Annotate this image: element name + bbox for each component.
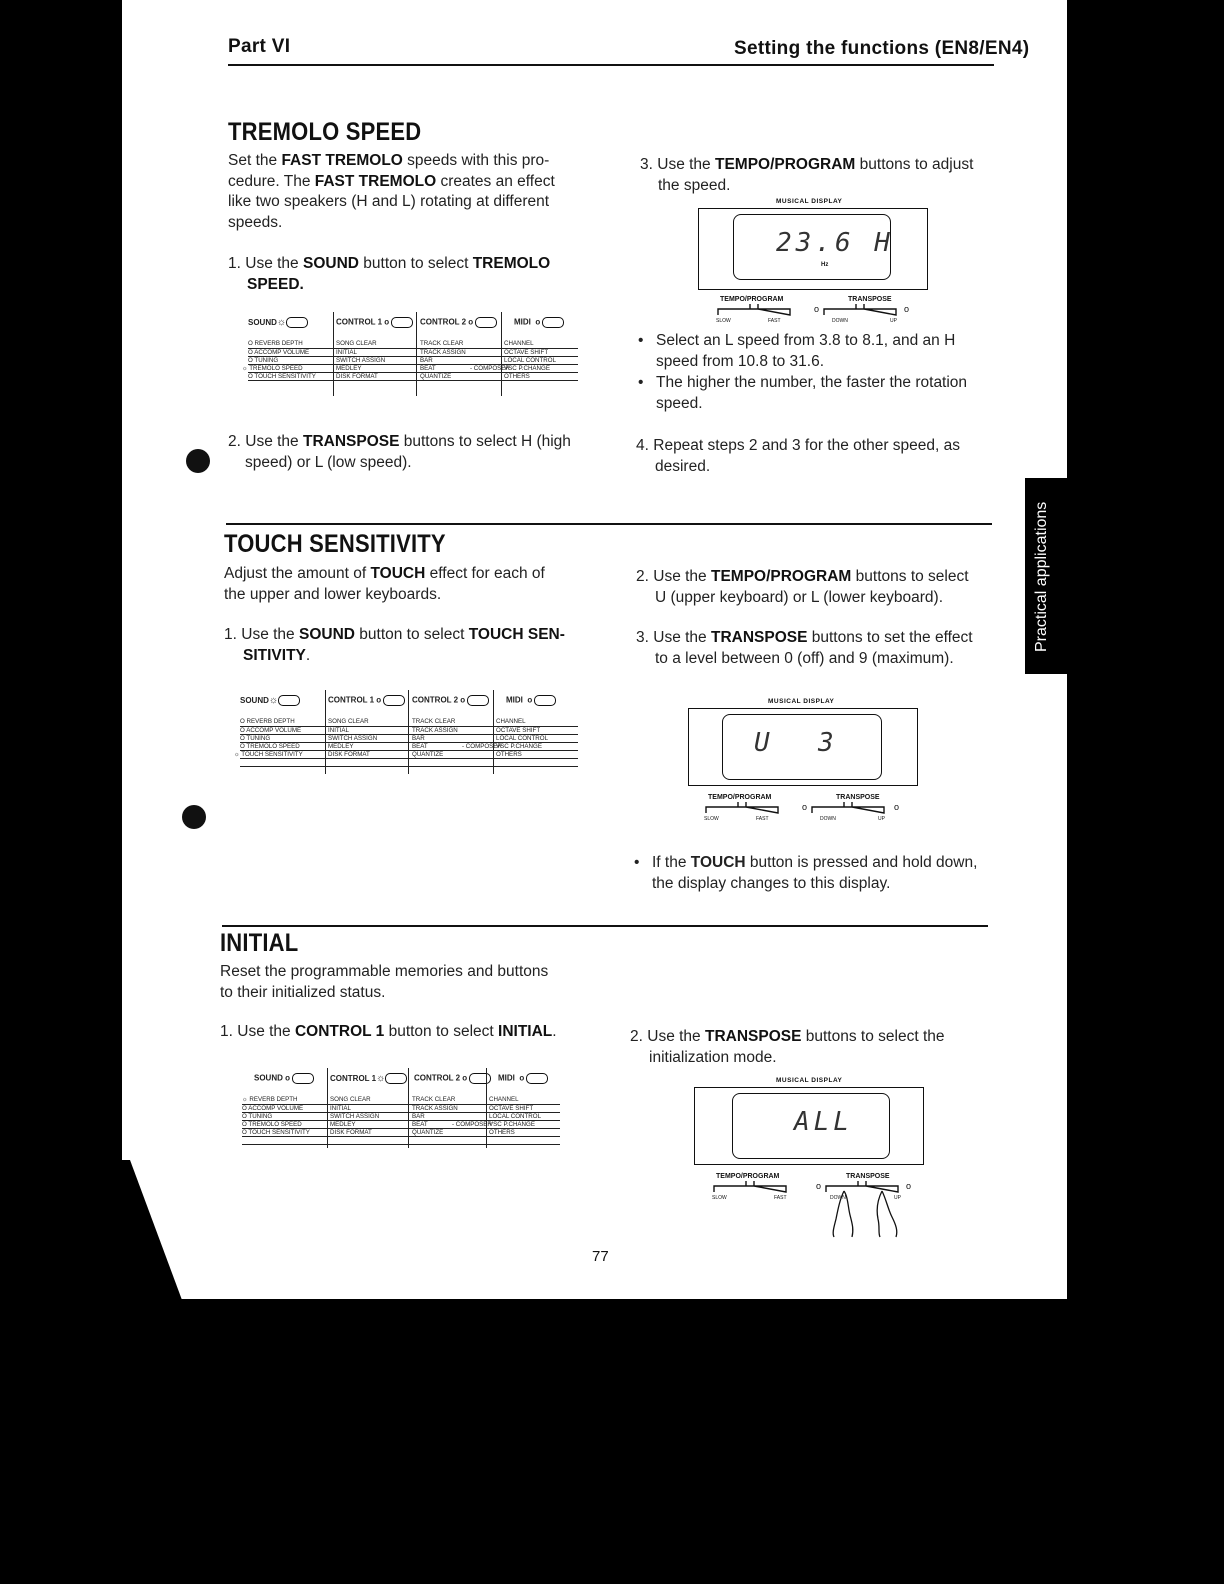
initial-step-1: 1. Use the CONTROL 1 button to select INITIAL.: [220, 1023, 557, 1040]
transpose-buttons-icon: [822, 303, 902, 317]
musical-display-initial: MUSICAL DISPLAY ALL TEMPO/PROGRAM TRANSPOSE o o SLOW FAST DOWN UP: [694, 1077, 924, 1237]
touch-step-1: 1. Use the SOUND button to select TOUCH SEN- SITIVITY.: [224, 626, 565, 664]
control2-button-icon: [475, 317, 497, 328]
panel-diagram-initial: SOUND o CONTROL 1☼ CONTROL 2 o MIDI o ☼ REVERB DEPTH O ACCOMP VOLUME O TUNING O TREMOLO SPEED O TOUCH SENSITIVITY SONG CLEAR INITIAL SWITCH ASSIGN MEDLEY DISK FORMAT TRACK CLEAR TRACK ASSIGN BAR BEAT QUANTIZE - COMPOSER CHANNEL OCTAVE SHIFT LOCAL CONTROL VSC P.CHANGE OTHERS: [242, 1068, 582, 1152]
musical-display-tremolo: MUSICAL DISPLAY 23.6 H Hz TEMPO/PROGRAM TRANSPOSE o o SLOW FAST DOWN UP: [698, 198, 928, 328]
tremolo-bullet-2: • The higher the number, the faster the rotation speed.: [656, 373, 1001, 414]
display-readout: 23.6 H: [776, 228, 894, 258]
midi-button-icon: [542, 317, 564, 328]
initial-intro: Reset the programmable memories and buttons to their initialized status.: [220, 963, 549, 1001]
binding-hole-2: [182, 805, 206, 829]
section-rule-2: [222, 925, 988, 927]
pressing-hands-icon: [826, 1189, 906, 1239]
header-rule: [228, 64, 994, 66]
initial-step-2: 2. Use the TRANSPOSE buttons to select the initialization mode.: [630, 1028, 945, 1066]
bottom-black-margin: [122, 1288, 1224, 1584]
page-edge-shadow: [122, 1160, 182, 1299]
tremolo-intro: Set the FAST TREMOLO speeds with this pro- cedure. The FAST TREMOLO creates an effect like two speakers (H and L) rotating at different speeds.: [228, 152, 555, 231]
touch-step-3: 3. Use the TRANSPOSE buttons to set the effect to a level between 0 (off) and 9 (maximum).: [636, 629, 973, 667]
sound-button-icon: [286, 317, 308, 328]
musical-display-touch: MUSICAL DISPLAY U 3 TEMPO/PROGRAM TRANSPOSE o o SLOW FAST DOWN UP: [688, 698, 918, 828]
touch-step-2: 2. Use the TEMPO/PROGRAM buttons to select U (upper keyboard) or L (lower keyboard).: [636, 568, 969, 606]
display-readout: ALL: [794, 1107, 853, 1137]
section-title-tremolo: TREMOLO SPEED: [228, 117, 422, 146]
display-right-char: 3: [818, 728, 838, 758]
section-title-touch: TOUCH SENSITIVITY: [224, 529, 446, 558]
tremolo-bullet-1: • Select an L speed from 3.8 to 8.1, and an H speed from 10.8 to 31.6.: [656, 331, 1001, 372]
tempo-program-buttons-icon: [716, 303, 796, 317]
control1-button-icon: [391, 317, 413, 328]
tremolo-step-1: 1. Use the SOUND button to select TREMOLO SPEED.: [228, 255, 551, 293]
touch-bullet: • If the TOUCH button is pressed and hold down, the display changes to this display.: [652, 853, 1007, 894]
header-title: Setting the functions (EN8/EN4): [734, 38, 1030, 59]
tremolo-step-2: 2. Use the TRANSPOSE buttons to select H (high speed) or L (low speed).: [228, 433, 571, 471]
touch-intro: Adjust the amount of TOUCH effect for each of the upper and lower keyboards.: [224, 565, 545, 603]
section-title-initial: INITIAL: [220, 928, 299, 957]
page-number: 77: [592, 1248, 609, 1265]
panel-diagram-touch: SOUND☼ CONTROL 1 o CONTROL 2 o MIDI o O REVERB DEPTH O ACCOMP VOLUME O TUNING O TREMOLO SPEED ☼ TOUCH SENSITIVITY SONG CLEAR INITIAL SWITCH ASSIGN MEDLEY DISK FORMAT TRACK CLEAR TRACK ASSIGN BAR BEAT QUANTIZE - COMPOSER CHANNEL OCTAVE SHIFT LOCAL CONTROL VSC P.CHANGE OTHERS: [240, 690, 580, 774]
manual-page: [122, 0, 1067, 1299]
left-black-margin: [0, 0, 122, 1584]
display-left-char: U: [754, 728, 774, 758]
side-tab-label: Practical applications: [1033, 501, 1050, 652]
tremolo-step-3: 3. Use the TEMPO/PROGRAM buttons to adjust the speed.: [640, 156, 974, 194]
section-rule-1: [226, 523, 992, 525]
header-part: Part VI: [228, 36, 291, 57]
binding-hole-1: [186, 449, 210, 473]
panel-diagram-tremolo: SOUND☼ CONTROL 1 o CONTROL 2 o MIDI o O REVERB DEPTH O ACCOMP VOLUME O TUNING ☼ TREMOLO SPEED O TOUCH SENSITIVITY SONG CLEAR INITIAL SWITCH ASSIGN MEDLEY DISK FORMAT TRACK CLEAR TRACK ASSIGN BAR BEAT QUANTIZE - COMPOSER CHANNEL OCTAVE SHIFT LOCAL CONTROL VSC P.CHANGE OTHERS: [248, 312, 588, 396]
tremolo-step-4: 4. Repeat steps 2 and 3 for the other speed, as desired.: [636, 437, 961, 475]
